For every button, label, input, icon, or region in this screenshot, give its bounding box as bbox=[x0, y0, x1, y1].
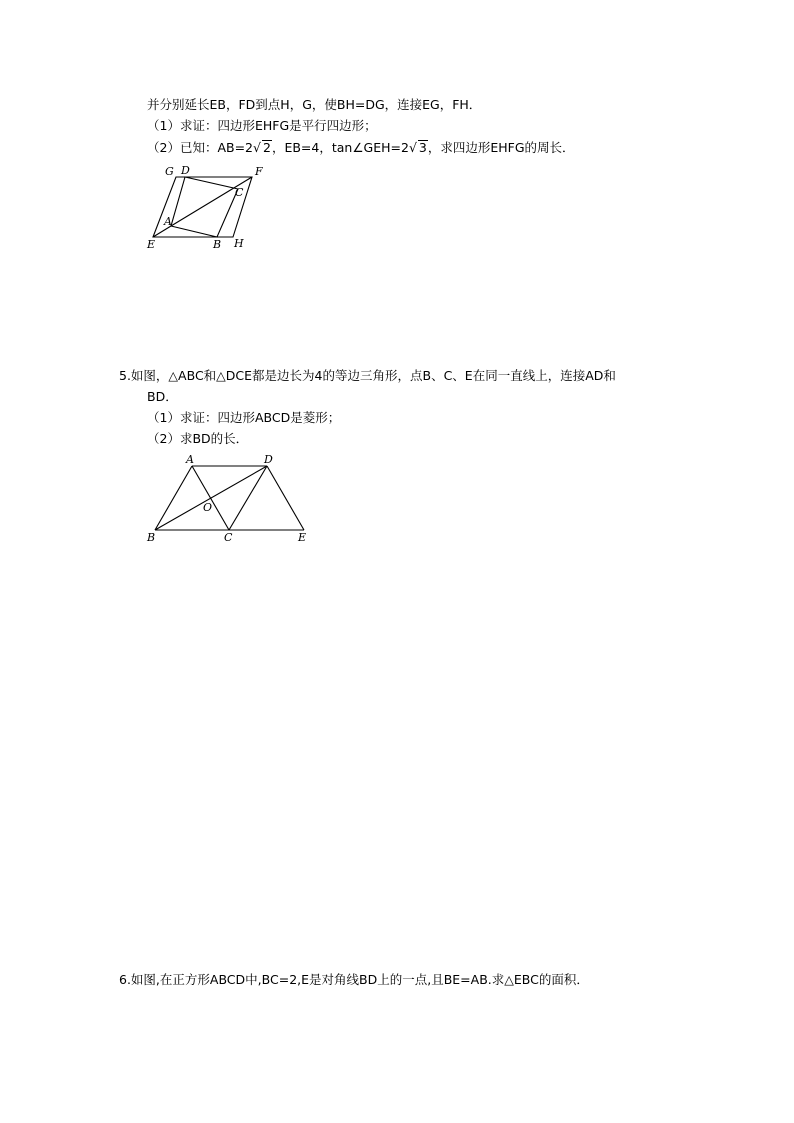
label-E: E bbox=[298, 531, 307, 544]
label-C: C bbox=[235, 186, 244, 199]
q4-intro: 并分别延长EB，FD到点H，G，使BH=DG，连接EG，FH． bbox=[147, 97, 482, 112]
q5-part2: （2）求BD的长． bbox=[147, 431, 249, 446]
q4-part2-radicand-2: 3 bbox=[418, 140, 427, 155]
q5-stem-line1: 5.如图，△ABC和△DCE都是边长为4的等边三角形，点B、C、E在同一直线上，连接AD和 bbox=[119, 368, 616, 383]
label-G: G bbox=[165, 165, 174, 178]
label-E: E bbox=[147, 238, 156, 251]
q5-part1: （1）求证：四边形ABCD是菱形； bbox=[147, 410, 341, 425]
sqrt-sign: √ bbox=[253, 140, 261, 155]
label-C: C bbox=[224, 531, 233, 544]
label-B: B bbox=[213, 238, 222, 251]
q4-part2-text-b: ，EB=4，tan∠GEH=2 bbox=[271, 140, 409, 155]
segment-AB bbox=[155, 466, 192, 530]
q6-stem: 6.如图,在正方形ABCD中,BC=2,E是对角线BD上的一点,且BE=AB.求△EBC的面积． bbox=[119, 972, 589, 987]
label-A: A bbox=[164, 215, 172, 228]
label-D: D bbox=[264, 453, 273, 466]
label-H: H bbox=[234, 237, 244, 250]
q4-part1: （1）求证：四边形EHFG是平行四边形； bbox=[147, 118, 377, 133]
label-D: D bbox=[181, 164, 190, 177]
segment-DE bbox=[267, 466, 304, 530]
label-B: B bbox=[147, 531, 156, 544]
segment-DC bbox=[229, 466, 267, 530]
label-A: A bbox=[186, 453, 194, 466]
label-O: O bbox=[203, 501, 213, 514]
q4-part2-radicand-1: 2 bbox=[262, 140, 271, 155]
segment-BD bbox=[155, 466, 267, 530]
q5-figure bbox=[0, 0, 794, 560]
sqrt-sign: √ bbox=[408, 140, 417, 155]
q5-stem-line2: BD． bbox=[147, 389, 178, 404]
q4-part2-text-a: （2）已知：AB=2 bbox=[147, 140, 254, 155]
label-F: F bbox=[255, 165, 263, 178]
q4-part2-text-c: ，求四边形EHFG的周长． bbox=[427, 140, 575, 155]
